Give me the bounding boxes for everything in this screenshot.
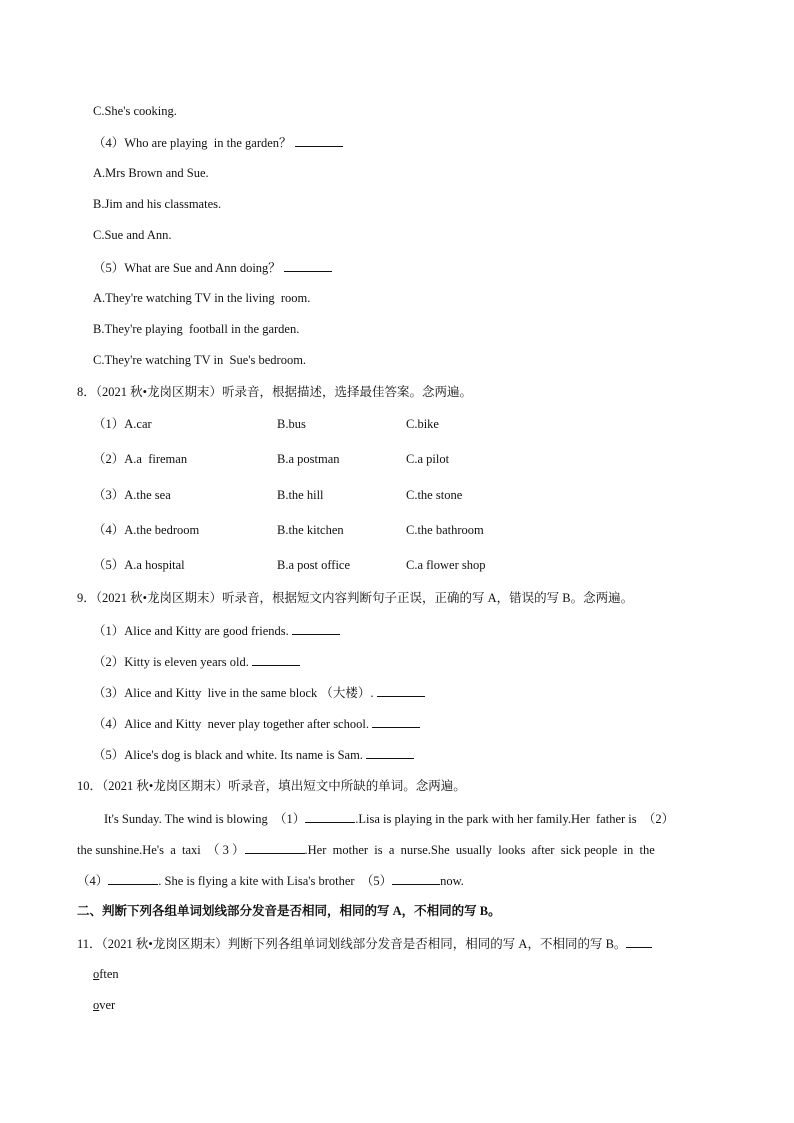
question-9-title: 9．（2021 秋•龙岗区期末）听录音，根据短文内容判断句子正误，正确的写 A，错误的写 B。念两遍。 bbox=[77, 591, 634, 605]
answer-blank bbox=[252, 653, 300, 666]
answer-blank bbox=[108, 872, 158, 885]
answer-blank bbox=[392, 872, 440, 885]
passage-text: （4） bbox=[77, 874, 109, 888]
question-7-5 bbox=[93, 259, 332, 276]
question-11-title bbox=[77, 935, 652, 952]
option-c: C.the stone bbox=[406, 488, 463, 502]
option-4b: B.Jim and his classmates. bbox=[93, 197, 222, 211]
passage-text: . She is flying a kite with Lisa's brother （5） bbox=[158, 874, 393, 888]
option-c: C.bike bbox=[406, 417, 439, 431]
option-c: C.a pilot bbox=[406, 452, 450, 466]
statement-text: （1）Alice and Kitty are good friends. bbox=[93, 624, 292, 638]
statement-text: （5）Alice's dog is black and white. Its name is Sam. bbox=[93, 748, 367, 762]
question-8-title: 8．（2021 秋•龙岗区期末）听录音，根据描述，选择最佳答案。念两遍。 bbox=[77, 385, 473, 399]
option-4c: C.Sue and Ann. bbox=[93, 228, 172, 242]
answer-blank bbox=[284, 259, 332, 272]
passage-text: .Her mother is a nurse.She usually looks after sick people in the bbox=[304, 843, 655, 857]
option-c: C.a flower shop bbox=[406, 558, 486, 572]
word-2 bbox=[93, 997, 115, 1013]
underlined-letter: o bbox=[93, 967, 100, 981]
answer-blank bbox=[372, 715, 420, 728]
answer-blank bbox=[245, 841, 305, 854]
option-5a: A.They're watching TV in the living room. bbox=[93, 291, 311, 305]
answer-blank bbox=[305, 810, 355, 823]
statement-5 bbox=[93, 746, 414, 763]
option-5c: C.They're watching TV in Sue's bedroom. bbox=[93, 353, 307, 367]
option-a: （3）A.the sea bbox=[93, 488, 171, 502]
passage-text: It's Sunday. The wind is blowing （1） bbox=[104, 812, 306, 826]
question-7-4 bbox=[93, 134, 343, 151]
option-b: B.bus bbox=[277, 417, 306, 431]
statement-text: （2）Kitty is eleven years old. bbox=[93, 655, 252, 669]
passage-line-3 bbox=[77, 872, 464, 889]
option-5b: B.They're playing football in the garden. bbox=[93, 322, 300, 336]
section-2-heading: 二、判断下列各组单词划线部分发音是否相同，相同的写 A，不相同的写 B。 bbox=[77, 904, 501, 918]
question-text: 11．（2021 秋•龙岗区期末）判断下列各组单词划线部分发音是否相同，相同的写 A，不相同的写 B。 bbox=[77, 937, 627, 951]
answer-blank bbox=[377, 684, 425, 697]
option-b: B.the hill bbox=[277, 488, 324, 502]
statement-text: （4）Alice and Kitty never play together after school. bbox=[93, 717, 373, 731]
passage-line-1 bbox=[104, 810, 674, 827]
passage-line-2 bbox=[77, 841, 655, 858]
option-b: B.a postman bbox=[277, 452, 340, 466]
word-rest: ften bbox=[99, 967, 119, 981]
statement-text: （3）Alice and Kitty live in the same block （大楼）. bbox=[93, 686, 377, 700]
option-b: B.the kitchen bbox=[277, 523, 344, 537]
option-a: （5）A.a hospital bbox=[93, 558, 185, 572]
passage-text: now. bbox=[440, 874, 464, 888]
option-4a: A.Mrs Brown and Sue. bbox=[93, 166, 209, 180]
passage-text: .Lisa is playing in the park with her family.Her father is （2） bbox=[355, 812, 675, 826]
statement-1 bbox=[93, 622, 340, 639]
passage-text: the sunshine.He's a taxi （ 3 ） bbox=[77, 843, 245, 857]
option-a: （1）A.car bbox=[93, 417, 152, 431]
answer-blank bbox=[626, 935, 652, 948]
question-text: （4）Who are playing in the garden？ bbox=[93, 136, 295, 150]
answer-blank bbox=[295, 134, 343, 147]
option-b: B.a post office bbox=[277, 558, 351, 572]
statement-4 bbox=[93, 715, 420, 732]
statement-3 bbox=[93, 684, 425, 701]
answer-blank bbox=[366, 746, 414, 759]
underlined-letter: o bbox=[93, 998, 100, 1012]
question-text: （5）What are Sue and Ann doing？ bbox=[93, 261, 284, 275]
option-3c: C.She's cooking. bbox=[93, 104, 177, 118]
option-a: （2）A.a fireman bbox=[93, 452, 188, 466]
option-a: （4）A.the bedroom bbox=[93, 523, 200, 537]
option-c: C.the bathroom bbox=[406, 523, 484, 537]
word-1 bbox=[93, 966, 119, 982]
answer-blank bbox=[292, 622, 340, 635]
word-rest: ver bbox=[99, 998, 116, 1012]
statement-2 bbox=[93, 653, 300, 670]
question-10-title: 10．（2021 秋•龙岗区期末）听录音，填出短文中所缺的单词。念两遍。 bbox=[77, 779, 466, 793]
